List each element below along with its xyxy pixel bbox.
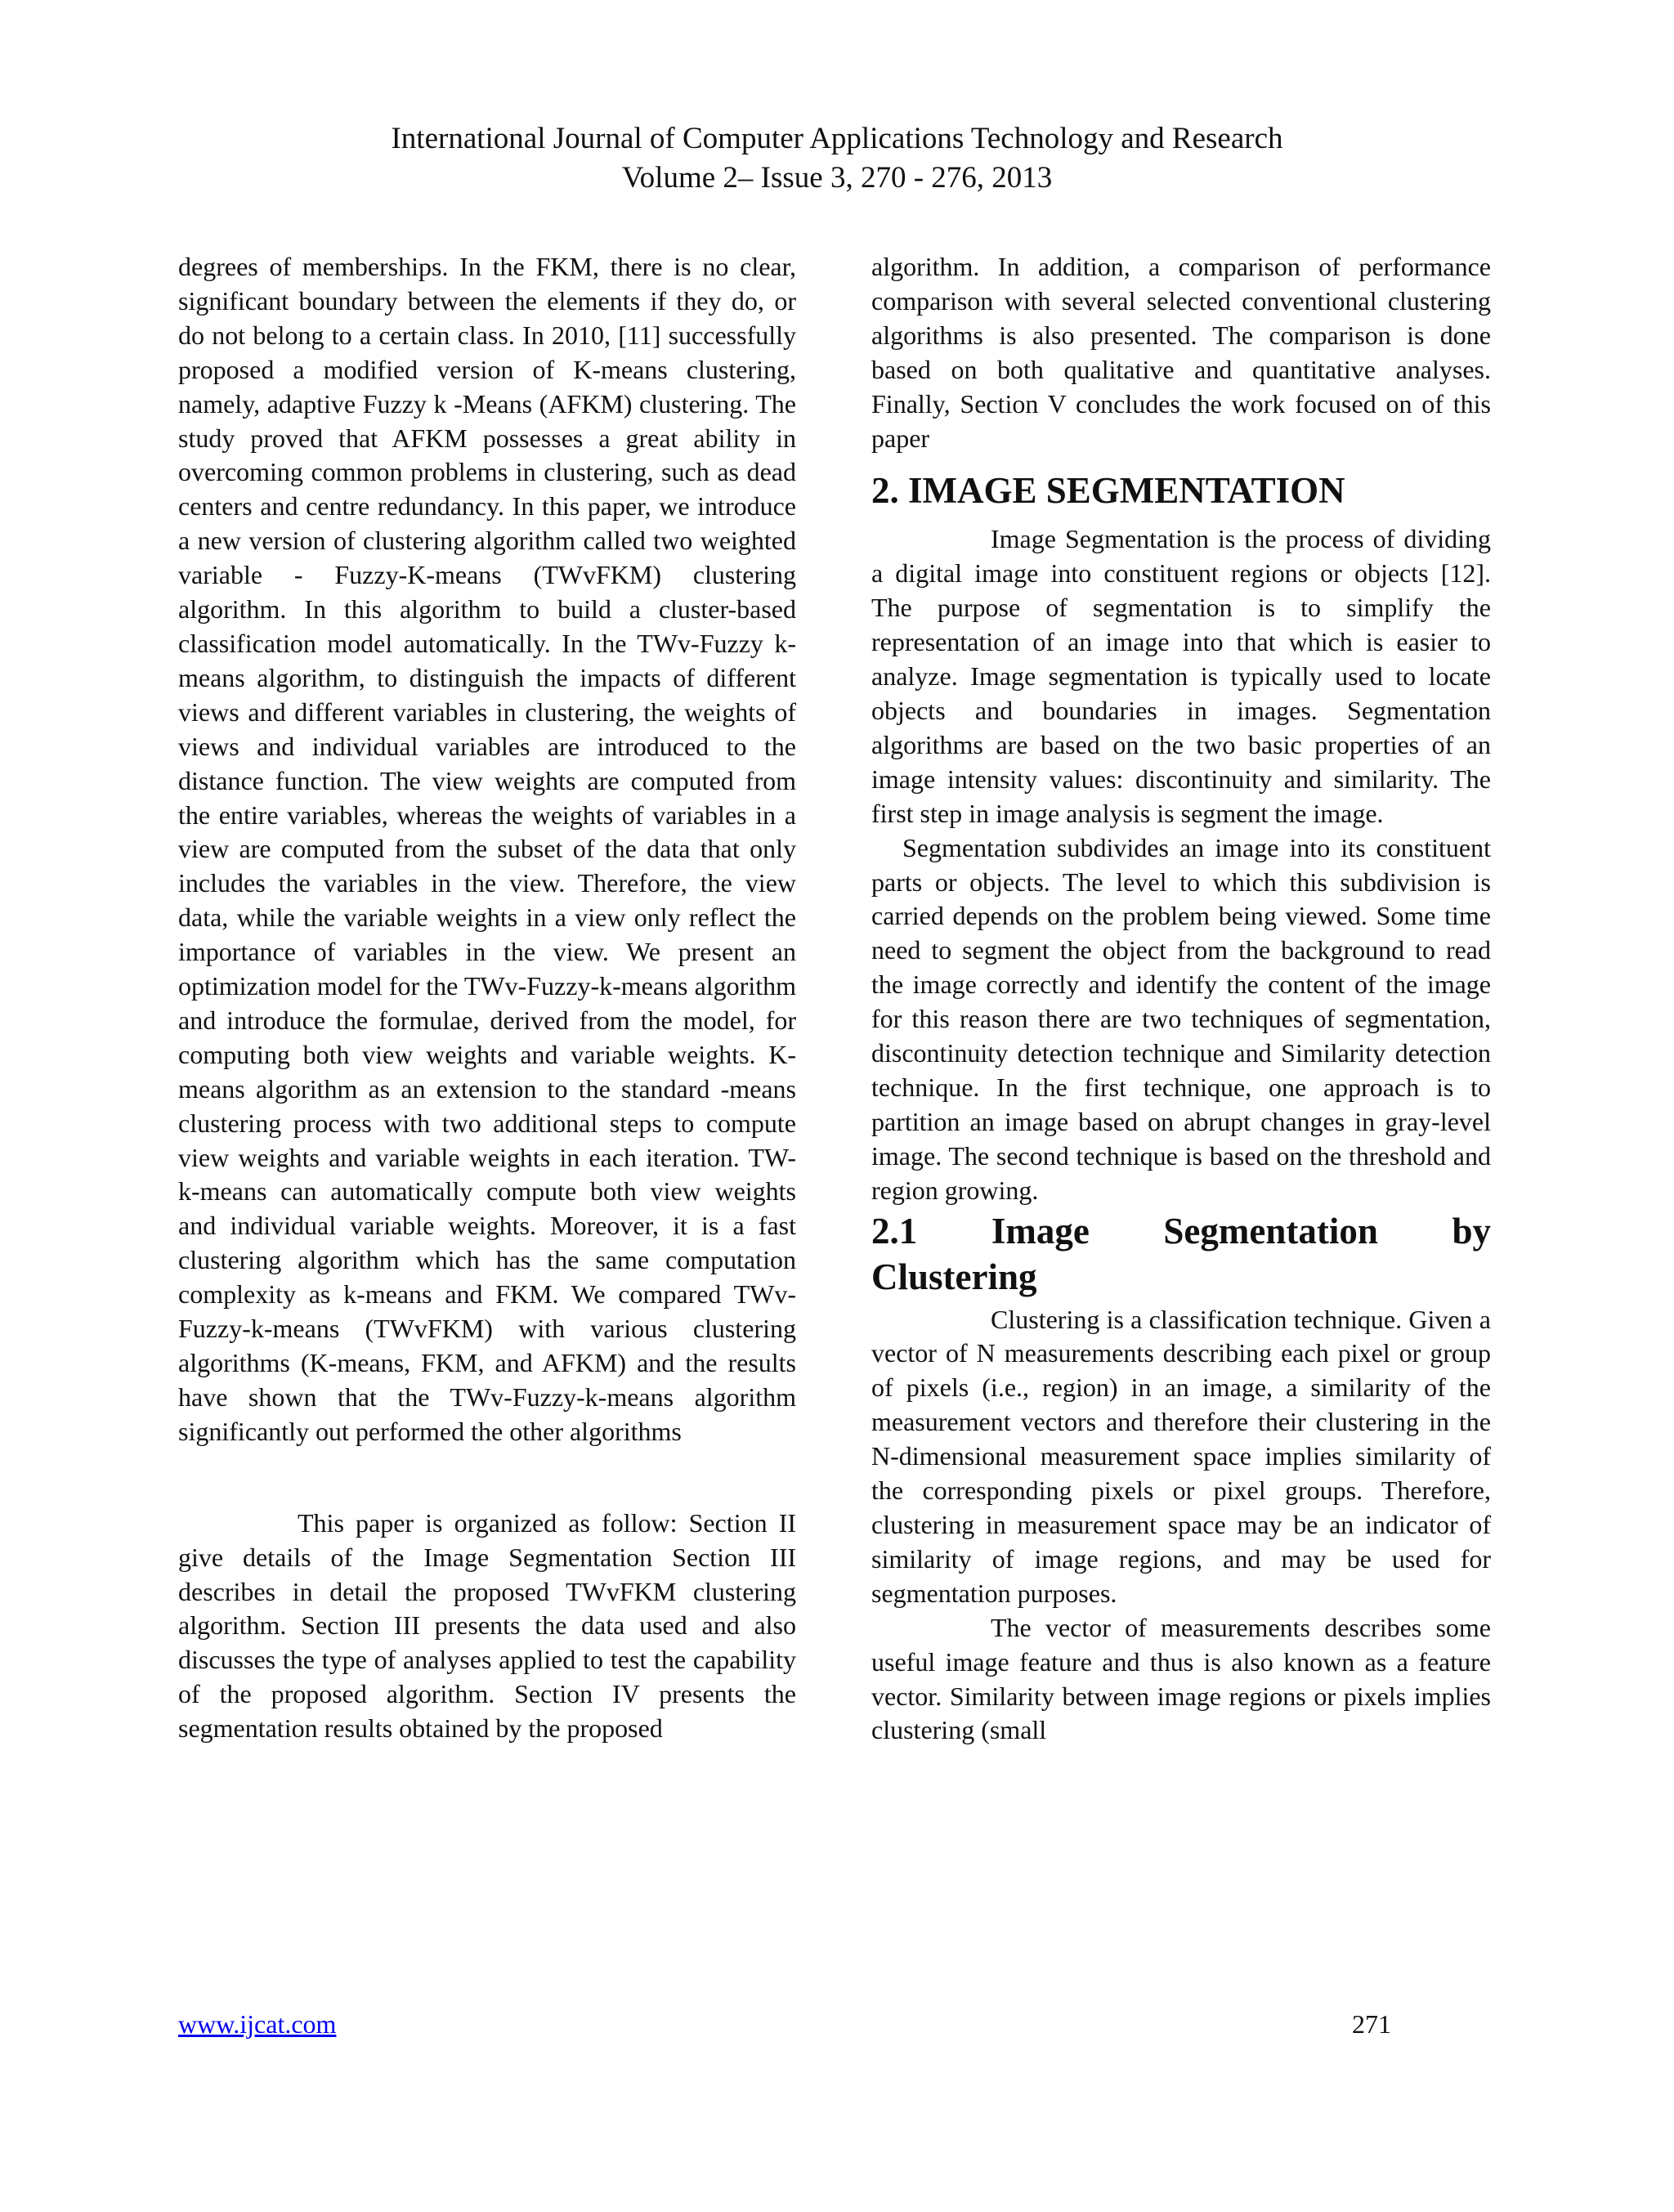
subsection-number: 2.1 bbox=[871, 1210, 918, 1252]
page-number: 271 bbox=[1352, 2009, 1391, 2039]
subsection-word-2: Segmentation bbox=[1163, 1210, 1378, 1252]
right-column bbox=[871, 250, 1491, 1748]
footer-journal-link[interactable]: www.ijcat.com bbox=[178, 2009, 337, 2039]
journal-title: International Journal of Computer Applications Technology and Research bbox=[391, 122, 1283, 155]
left-paragraph-2: This paper is organized as follow: Section II give details of the Image Segmentation Section III describes in detail the proposed TWvFKM clustering algorithm. Section III presents the data used and also discusses the type of analyses applied to test the capability of the proposed algorithm. Section IV presents the segmentation results obtained by the proposed bbox=[178, 1507, 796, 1744]
section-2-paragraph-2: Segmentation subdivides an image into its constituent parts or objects. The level to which this subdivision is carried depends on the problem being viewed. Some time need to segment the object from the background to read the image correctly and identify the content of the image for this reason there are two techniques of segmentation, discontinuity detection technique and Similarity detection technique. In the first technique, one approach is to partition an image based on abrupt changes in gray-level image. The second technique is based on the threshold and region growing. bbox=[871, 832, 1491, 1205]
left-paragraph-1: degrees of memberships. In the FKM, there is no clear, significant boundary between the elements if they do, or do not belong to a certain class. In 2010, [11] successfully proposed a modified version of K-means clustering, namely, adaptive Fuzzy k -Means (AFKM) clustering. The study proved that AFKM possesses a great ability in overcoming common problems in clustering, such as dead centers and centre redundancy. In this paper, we introduce a new version of clustering algorithm called two weighted variable - Fuzzy-K-means (TWvFKM) clustering algorithm. In this algorithm to build a cluster-based classification model automatically. In the TWv-Fuzzy k-means algorithm, to distinguish the impacts of different views and different variables in clustering, the weights of views and individual variables are introduced to the distance function. The view weights are computed from the entire variables, whereas the weights of variables in a view are computed from the subset of the data that only includes the variables in the view. Therefore, the view data, while the variable weights in a view only reflect the importance of variables in the view. We present an optimization model for the TWv-Fuzzy-k-means algorithm and introduce the formulae, derived from the model, for computing both view weights and variable weights. K-means algorithm as an extension to the standard -means clustering process with two additional steps to compute view weights and variable weights in each iteration. TW-k-means can automatically compute both view weights and individual variable weights. Moreover, it is a fast clustering algorithm which has the same computation complexity as k-means and FKM. We compared TWv-Fuzzy-k-means (TWvFKM) with various clustering algorithms (K-means, FKM, and AFKM) and the results have shown that the TWv-Fuzzy-k-means algorithm significantly out performed the other algorithms bbox=[178, 252, 796, 1446]
subsection-2-1-heading bbox=[871, 1208, 1491, 1300]
journal-volume: Volume 2– Issue 3, 270 - 276, 2013 bbox=[621, 161, 1053, 195]
section-2-paragraph-1: Image Segmentation is the process of dividing a digital image into constituent regions or objects [12]. The purpose of segmentation is to simplify the representation of an image into that which is easier to analyze. Image segmentation is typically used to locate objects and boundaries in images. Segmentation algorithms are based on the two basic properties of an image intensity values: discontinuity and similarity. The first step in image analysis is segment the image. bbox=[871, 524, 1491, 828]
subsection-2-1-paragraph-2: The vector of measurements describes some useful image feature and thus is also known as a feature vector. Similarity between image regions or pixels implies clustering (small bbox=[871, 1612, 1491, 1745]
right-paragraph-1: algorithm. In addition, a comparison of performance comparison with several selected conventional clustering algorithms is also presented. The comparison is done based on both qualitative and quantitative analyses. Finally, Section V concludes the work focused on of this paper bbox=[871, 252, 1491, 453]
section-2-heading: 2. IMAGE SEGMENTATION bbox=[871, 470, 1345, 512]
left-column bbox=[178, 250, 796, 1746]
subsection-title-line-2: Clustering bbox=[871, 1256, 1037, 1297]
subsection-word-1: Image bbox=[991, 1210, 1090, 1252]
journal-header bbox=[0, 119, 1674, 198]
subsection-word-3: by bbox=[1452, 1210, 1491, 1252]
subsection-2-1-paragraph-1: Clustering is a classification technique. Given a vector of N measurements describing each pixel or group of pixels (i.e., region) in an image, a similarity of the measurement vectors and therefore their clustering in the N-dimensional measurement space implies similarity of the corresponding pixels or pixel groups. Therefore, clustering in measurement space may be an indicator of similarity of image regions, and may be used for segmentation purposes. bbox=[871, 1304, 1491, 1608]
